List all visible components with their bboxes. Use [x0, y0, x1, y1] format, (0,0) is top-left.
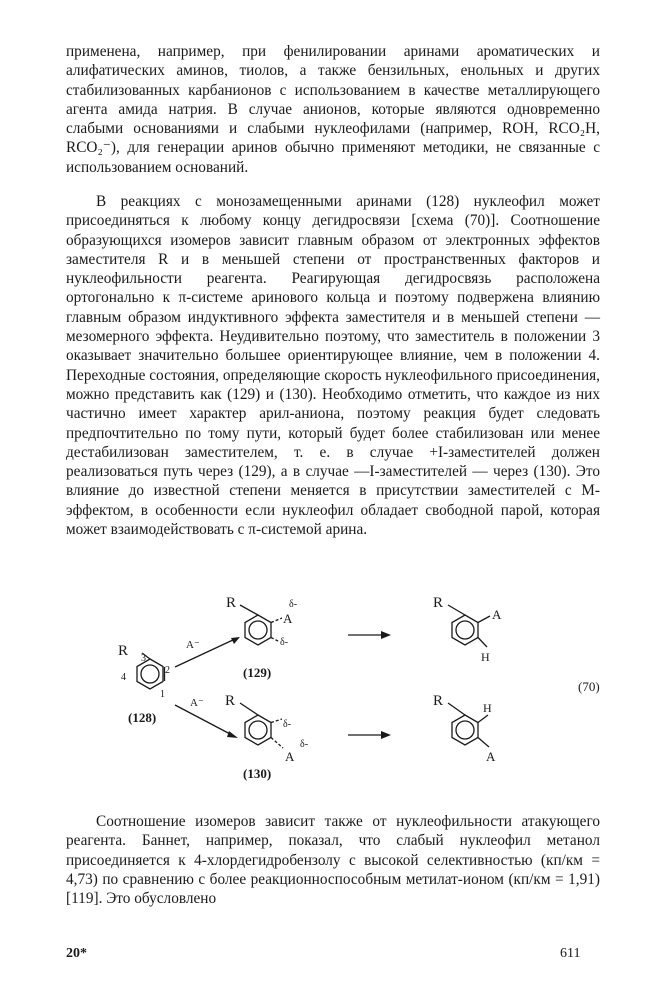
footer-signature: 20* [66, 946, 87, 961]
scheme-drawing [100, 585, 620, 785]
r-product-lower: R [433, 693, 444, 709]
r-product-upper: R [433, 595, 444, 611]
paragraph-2: В реакциях с монозамещенными аринами (128) нуклеофил может присоединяться к любому концу дегидросвязи [схема (70)]. Соотношение образующихся изомеров зависит главным образом от электронных эффектов заместителя R и в меньшей степени от пространственных факторов и нуклеофильности реагента. Реагирующая дегидросвязь расположена ортогонально к π-системе аринового кольца и поэтому подвержена влиянию главным образом индуктивного эффекта заместителя и в меньшей степени — мезомерного эффекта. Неудивительно поэтому, что заместитель в положении 3 оказывает значительно большее ориентирующее влияние, чем в положении 4. Переходные состояния, определяющие скорость нуклеофильного присоединения, можно представить как (129) и (130). Необходимо отметить, что каждое из них частично имеет характер арил-аниона, поэтому реакция будет следовать предпочтительно по тому пути, который будет более стабилизован или менее дестабилизован заместителем, т. е. в случае +I-заместителей должен реализоваться путь через (129), а в случае —I-заместителей — через (130). Это влияние до известной степени меняется в присутствии заместителей с M-эффектом, в особенности если нуклеофил обладает свободной парой, которая может взаимодействовать с π-системой арина. [66, 193, 600, 539]
h-product-lower: H [483, 701, 492, 715]
page-number: 611 [560, 946, 581, 961]
arrow-129-to-product [348, 631, 391, 639]
delta-129-a: δ- [289, 599, 298, 610]
paragraph-3: Соотношение изомеров зависит также от нуклеофильности атакующего реагента. Баннет, например, показал, что слабый нуклеофил метанол присоединяется к 4-хлордегидробензолу с высокой селективностью (кп/км = 4,73) по сравнению с более реакционноспособным метилат-ионом (кп/км = 1,91) [119]. Это обусловлено [66, 813, 600, 908]
a-product-lower: A [486, 749, 496, 764]
delta-129-ring: δ- [280, 637, 289, 648]
compound-130-label: (130) [243, 766, 272, 781]
r-128: R [118, 643, 129, 659]
reaction-scheme-70 [100, 585, 620, 785]
arrow-to-129 [175, 637, 240, 667]
h-product-upper: H [481, 650, 490, 664]
compound-128-label: (128) [128, 710, 157, 725]
a-minus-lower: A⁻ [190, 697, 204, 709]
pos-3-label: 3 [141, 653, 146, 664]
transition-state-130 [225, 693, 308, 781]
a-product-upper: A [492, 607, 502, 622]
a-minus-upper: A⁻ [186, 639, 200, 651]
arrow-130-to-product [348, 731, 391, 739]
delta-130-ring: δ- [283, 719, 292, 730]
r-129: R [226, 595, 237, 611]
a-129: A [283, 611, 293, 626]
scheme-number: (70) [578, 679, 600, 694]
paragraph-1: применена, например, при фенилировании аринами ароматических и алифатических аминов, тиолов, а также бензильных, енольных и других стабилизованных карбанионов с использованием в качестве металлирующего агента амида натрия. В случае анионов, которые являются одновременно слабыми основаниями и слабыми нуклеофилами (например, RОН, RCO₂H, RCO₂⁻), для генерации аринов обычно применяют методики, не связанные с использованием оснований. [66, 43, 600, 176]
r-130: R [225, 693, 236, 709]
pos-1-label: 1 [160, 689, 165, 700]
pos-2-label: 2 [165, 665, 170, 676]
product-lower [433, 693, 496, 764]
compound-129-label: (129) [243, 665, 272, 680]
delta-130-a: δ- [300, 739, 309, 750]
a-130: A [285, 749, 295, 764]
aryne-128-structure [118, 643, 170, 725]
pos-4-label: 4 [121, 672, 126, 683]
product-upper [433, 595, 502, 664]
